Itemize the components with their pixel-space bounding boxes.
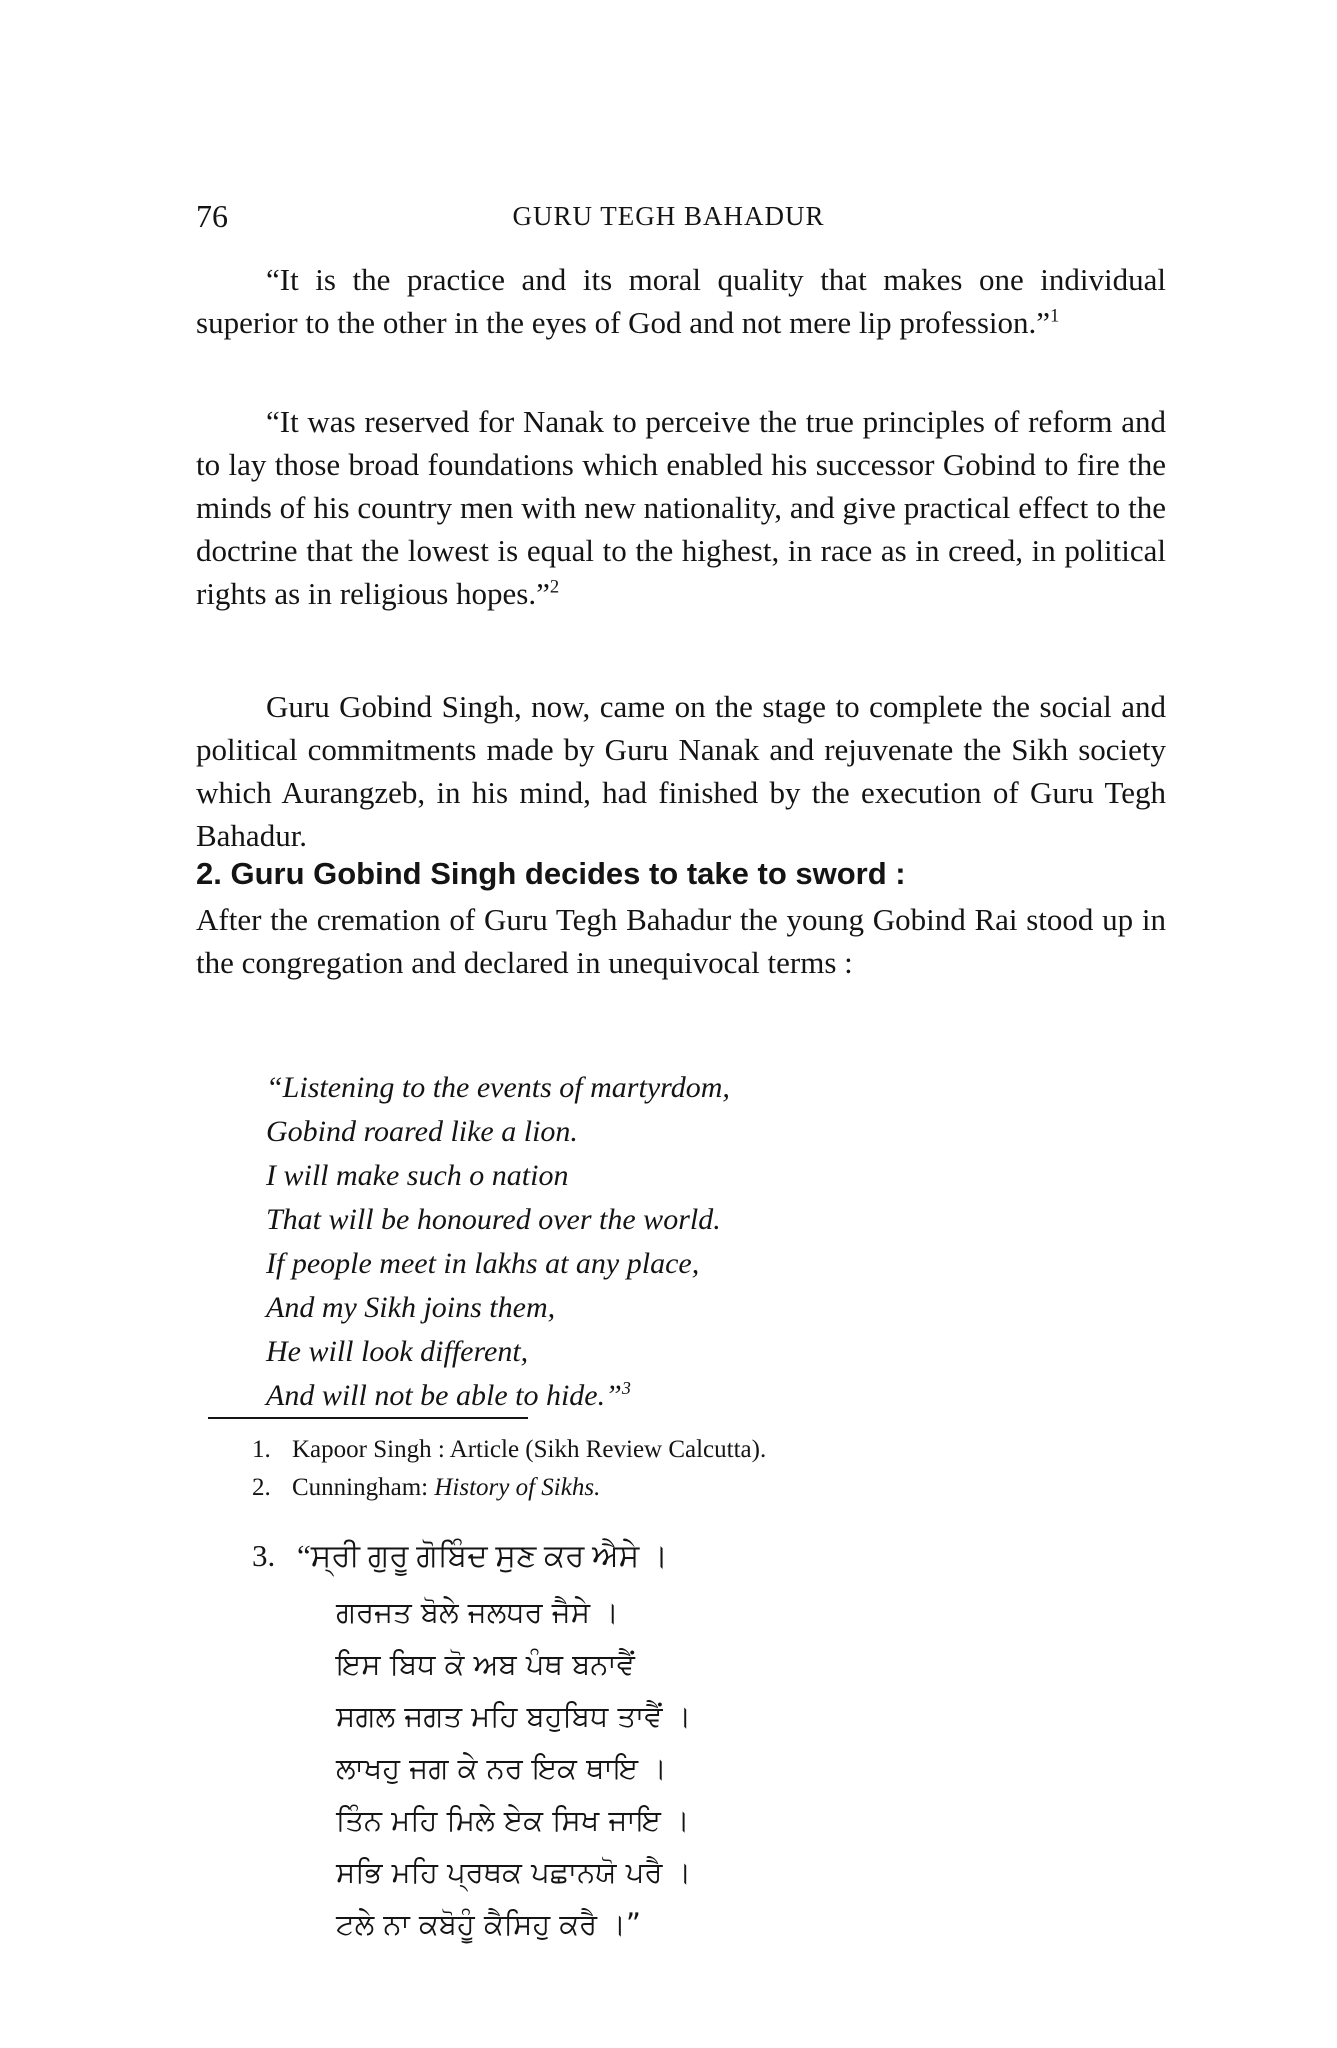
footnote-3 [252, 1538, 668, 1575]
poem-line: “Listening to the events of martyrdom, [266, 1071, 730, 1104]
poem-line-last [266, 1374, 1066, 1418]
poem-line: I will make such o nation [266, 1159, 569, 1192]
paragraph-quote-2-text: “It was reserved for Nanak to perceive the true principles of reform and to lay those broad foundations which enabled his successor Gobind to fire the minds of his country men with new nationality, and give practical effect to the doctrine that the lowest is equal to the highest, in race as in creed, in political rights as in religious hopes.” [196, 404, 1166, 611]
footnote-author: Cunningham: [292, 1474, 429, 1501]
paragraph-quote-2 [196, 400, 1166, 615]
gurmukhi-first-line: “ਸ੍ਰੀ ਗੁਰੂ ਗੋਬਿੰਦ ਸੁਣ ਕਰ ਐਸੇ । [297, 1538, 668, 1573]
footnote-book-title: History of Sikhs. [434, 1474, 601, 1501]
poem-line-text: And will not be able to hide.” [266, 1379, 622, 1412]
footnote-ref-3: 3 [621, 1378, 631, 1398]
footnote-ref-1: 1 [1050, 305, 1060, 327]
footnote-number: 2. [252, 1474, 271, 1501]
section-heading: 2. Guru Gobind Singh decides to take to sword : [196, 856, 906, 891]
footnote-1 [252, 1431, 1152, 1469]
gurmukhi-line: ਤਿੰਨ ਮਹਿ ਮਿਲੇ ਏਕ ਸਿਖ ਜਾਇ । [336, 1803, 690, 1837]
running-title: GURU TEGH BAHADUR [512, 201, 825, 231]
footnote-text: Kapoor Singh : Article (Sikh Review Calcutta). [292, 1436, 767, 1463]
footnote-divider [208, 1417, 528, 1419]
poem-line: If people meet in lakhs at any place, [266, 1247, 700, 1280]
poem-line: He will look different, [266, 1335, 529, 1368]
gurmukhi-line: ਇਸ ਬਿਧ ਕੋ ਅਬ ਪੰਥ ਬਨਾਵੈਂ [336, 1647, 635, 1681]
footnote-number: 3. [252, 1538, 276, 1573]
poem-line: Gobind roared like a lion. [266, 1115, 578, 1148]
gurmukhi-verse [336, 1586, 1136, 1950]
gurmukhi-line: ਸਭਿ ਮਹਿ ਪ੍ਰਥਕ ਪਛਾਨਯੋ ਪਰੈ । [336, 1855, 692, 1889]
poem-line: That will be honoured over the world. [266, 1203, 721, 1236]
footnote-ref-2: 2 [549, 576, 560, 598]
paragraph-body-2: After the cremation of Guru Tegh Bahadur the young Gobind Rai stood up in the congregation and declared in unequivocal terms : [196, 902, 1166, 980]
paragraph-quote-1-text: “It is the practice and its moral quality that makes one individual superior to the other in the eyes of God and not mere lip profession.” [196, 262, 1166, 340]
gurmukhi-line: ਲਾਖਹੁ ਜਗ ਕੇ ਨਰ ਇਕ ਥਾਇ । [336, 1751, 667, 1785]
paragraph-body-1: Guru Gobind Singh, now, came on the stage to complete the social and political commitments made by Guru Nanak and rejuvenate the Sikh society which Aurangzeb, in his mind, had finished by the execution of Guru Tegh Bahadur. [196, 689, 1166, 853]
page-number: 76 [196, 198, 228, 234]
footnotes [252, 1431, 1152, 1507]
footnote-2 [252, 1469, 1152, 1507]
gurmukhi-line: ਟਲੇ ਨਾ ਕਬੋਹੂੰ ਕੈਸਿਹੁ ਕਰੈ ।” [336, 1907, 641, 1941]
footnote-number: 1. [252, 1436, 271, 1463]
paragraph-quote-1 [196, 258, 1166, 344]
poem-line: And my Sikh joins them, [266, 1291, 556, 1324]
poem-block [266, 1066, 1066, 1418]
gurmukhi-line: ਸਗਲ ਜਗਤ ਮਹਿ ਬਹੁਬਿਧ ਤਾਵੈਂ । [336, 1699, 692, 1733]
gurmukhi-line: ਗਰਜਤ ਬੋਲੇ ਜਲਧਰ ਜੈਸੇ । [336, 1595, 619, 1629]
